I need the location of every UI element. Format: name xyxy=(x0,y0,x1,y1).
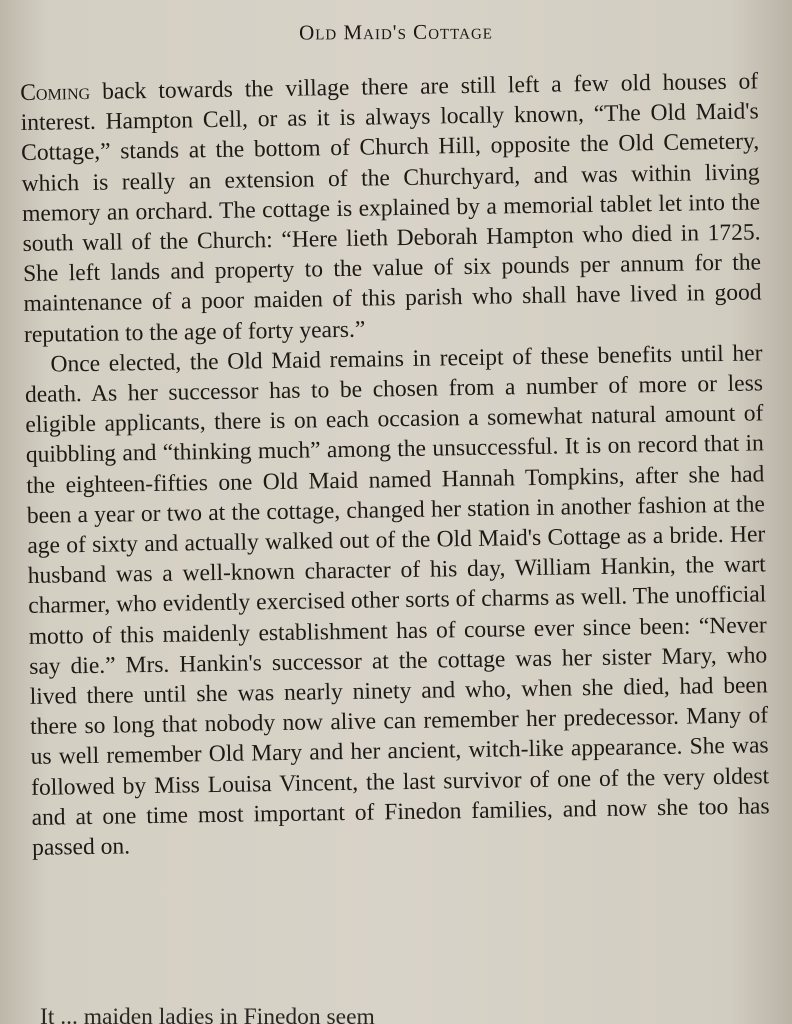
paragraph-1 xyxy=(20,66,762,349)
body-text xyxy=(20,66,770,863)
paragraph-1-text: back towards the village there are still left a few old houses of interest. Hampton Cell, or as it is always locally known, “The Old Maid's Cottage,” stands at the bottom of Church Hill, opposite the Old Cemetery, which is really an extension of the Churchyard, and was within living memory an orchard. The cottage is explained by a memorial tablet let into the south wall of the Church: “Here lieth Deborah Hampton who died in 1725. She left lands and property to the value of six pounds per annum for the maintenance of a poor maiden of this parish who shall have lived in good reputation to the age of forty years.” xyxy=(20,68,762,348)
clipped-bottom-line: It ... maiden ladies in Finedon seem xyxy=(40,1004,375,1024)
page-heading: Old Maid's Cottage xyxy=(298,19,494,45)
paragraph-1-lead: Coming xyxy=(20,78,91,106)
paragraph-2: Once elected, the Old Maid remains in receipt of these benefits until her death. As her successor has to be chosen from a number of more or less eligible applicants, there is on each occasion a somewhat natural amount of quibbling and “thinking much” among the unsuccessful. It is on record that in the eighteen-fifties one Old Maid named Hannah Tompkins, after she had been a year or two at the cottage, changed her station in another fashion at the age of sixty and actually walked out of the Old Maid's Cottage as a bride. Her husband was a well-known character of his day, William Hankin, the wart charmer, who evidently exercised other sorts of charms as well. The unofficial motto of this maidenly establishment has of course ever since been: “Never say die.” Mrs. Hankin's successor at the cottage was her sister Mary, who lived there until she was nearly ninety and who, when she died, had been there so long that nobody now alive can remember her predecessor. Many of us well remember Old Mary and her ancient, witch-like appearance. She was followed by Miss Louisa Vincent, the last survivor of one of the very oldest and at one time most important of Finedon families, and now she too has passed on. xyxy=(24,340,770,861)
